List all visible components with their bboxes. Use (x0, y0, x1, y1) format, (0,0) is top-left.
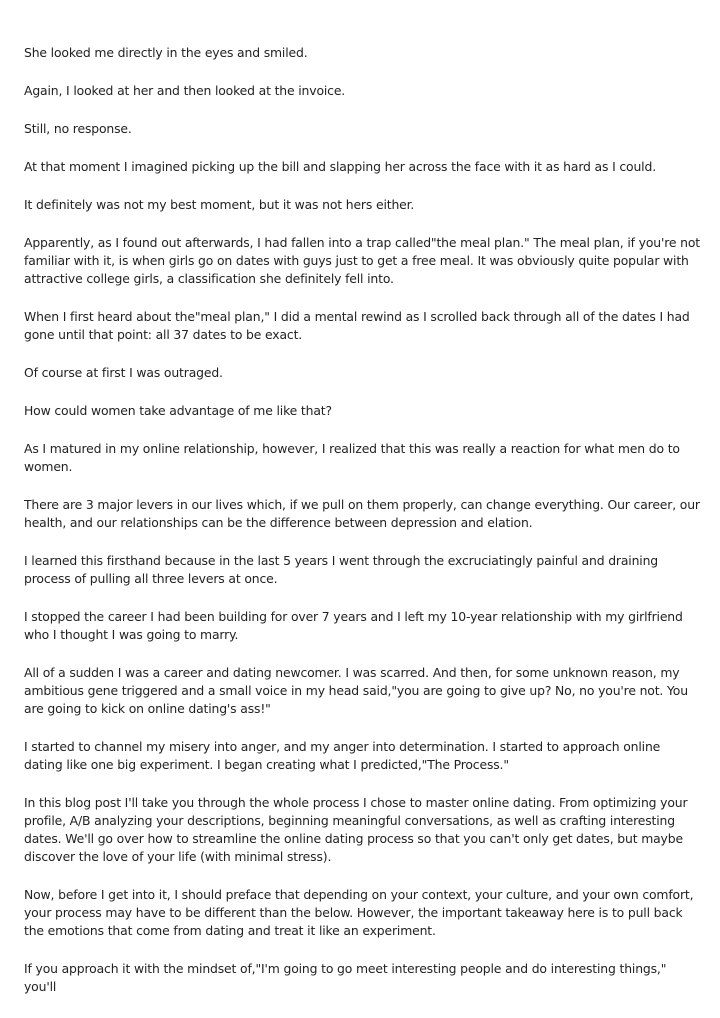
paragraph: In this blog post I'll take you through the whole process I chose to master online dating. From optimizing your profile, A/B analyzing your descriptions, beginning meaningful conversations, as well as crafting interesting dates. We'll go over how to streamline the online dating process so that you can't only get dates, but maybe discover the love of your life (with minimal stress). (24, 795, 688, 864)
paragraph: All of a sudden I was a career and dating newcomer. I was scarred. And then, for some unknown reason, my ambitious gene triggered and a small voice in my head said,"you are going to give up? No, no you're not. You are going to kick on online dating's ass!" (24, 665, 688, 716)
paragraph: It definitely was not my best moment, but it was not hers either. (24, 197, 415, 212)
article-body (24, 44, 700, 1016)
paragraph: When I first heard about the"meal plan," I did a mental rewind as I scrolled back through all of the dates I had gone until that point: all 37 dates to be exact. (24, 309, 690, 342)
paragraph: As I matured in my online relationship, however, I realized that this was really a reaction for what men do to women. (24, 441, 680, 474)
paragraph: Again, I looked at her and then looked at the invoice. (24, 83, 346, 98)
paragraph: If you approach it with the mindset of,"I'm going to go meet interesting people and do interesting things," you'll (24, 961, 667, 994)
paragraph: Apparently, as I found out afterwards, I had fallen into a trap called"the meal plan." The meal plan, if you're not familiar with it, is when girls go on dates with guys just to get a free meal. It was obviously quite popular with attractive college girls, a classification she definitely fell into. (24, 235, 701, 286)
paragraph: How could women take advantage of me like that? (24, 403, 332, 418)
paragraph: There are 3 major levers in our lives which, if we pull on them properly, can change everything. Our career, our health, and our relationships can be the difference between depression and elation. (24, 497, 700, 530)
paragraph: I learned this firsthand because in the last 5 years I went through the excruciatingly painful and draining process of pulling all three levers at once. (24, 553, 659, 586)
paragraph: I stopped the career I had been building for over 7 years and I left my 10-year relationship with my girlfriend who I thought I was going to marry. (24, 609, 683, 642)
paragraph: Still, no response. (24, 121, 132, 136)
paragraph: Of course at first I was outraged. (24, 365, 223, 380)
paragraph: Now, before I get into it, I should preface that depending on your context, your culture, and your own comfort, your process may have to be different than the below. However, the important takeaway here is to pull back the emotions that come from dating and treat it like an experiment. (24, 887, 694, 938)
paragraph: At that moment I imagined picking up the bill and slapping her across the face with it as hard as I could. (24, 159, 656, 174)
paragraph: I started to channel my misery into anger, and my anger into determination. I started to approach online dating like one big experiment. I began creating what I predicted,"The Process." (24, 739, 661, 772)
paragraph: She looked me directly in the eyes and smiled. (24, 45, 308, 60)
